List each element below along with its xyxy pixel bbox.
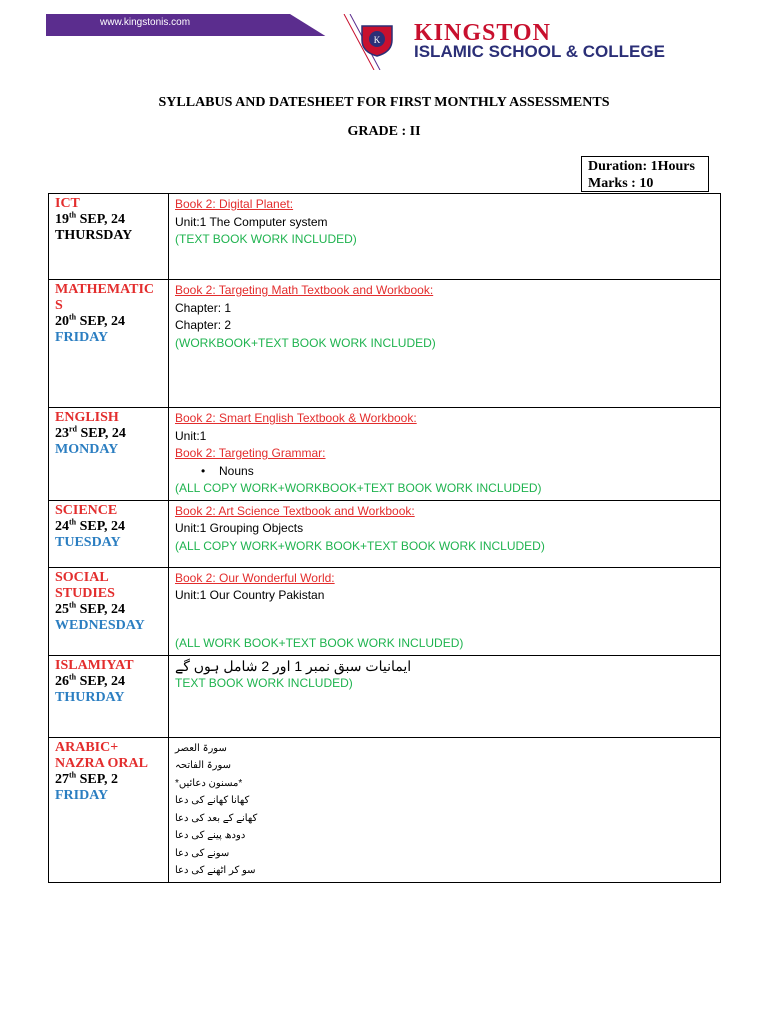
syllabus-cell <box>169 194 721 280</box>
arabic-item: دودھ پینے کی دعا <box>175 830 246 841</box>
subject-cell <box>49 280 169 408</box>
book-title: Book 2: Targeting Math Textbook and Workbook: <box>175 283 434 297</box>
exam-weekday: FRIDAY <box>55 787 109 803</box>
book-title: Book 2: Digital Planet: <box>175 197 294 211</box>
unit-item: Unit:1 Our Country Pakistan <box>175 588 325 602</box>
unit-item: Chapter: 1 <box>175 300 232 315</box>
table-row <box>49 500 721 567</box>
subject-name: ENGLISH <box>55 410 119 425</box>
page-title: SYLLABUS AND DATESHEET FOR FIRST MONTHLY ASSESSMENTS <box>158 95 610 110</box>
subject-name: ARABIC+ NAZRA ORAL <box>55 739 148 771</box>
subject-cell <box>49 655 169 737</box>
exam-date: 25th SEP, 24 <box>55 599 126 617</box>
exam-weekday: MONDAY <box>55 442 119 457</box>
exam-weekday: THURSDAY <box>55 228 133 243</box>
unit-item: Unit:1 Grouping Objects <box>175 521 304 535</box>
datesheet-table <box>48 193 721 883</box>
subject-cell <box>49 194 169 280</box>
work-note: (ALL COPY WORK+WORK BOOK+TEXT BOOK WORK INCLUDED) <box>175 538 545 553</box>
syllabus-cell <box>169 655 721 737</box>
duration-marks-box <box>581 156 709 192</box>
syllabus-cell <box>169 737 721 882</box>
work-note: (TEXT BOOK WORK INCLUDED) <box>175 232 357 246</box>
subject-name: SCIENCE <box>55 502 118 518</box>
exam-date: 19th SEP, 24 <box>55 210 126 227</box>
website-url[interactable]: www.kingstonis.com <box>100 17 191 28</box>
bullet-item: • Nouns <box>175 463 714 481</box>
urdu-syllabus: ایمانیات سبق نمبر 1 اور 2 شامل ہوں گے <box>175 657 412 674</box>
unit-item: Chapter: 2 <box>175 318 232 332</box>
table-row <box>49 567 721 655</box>
table-row <box>49 280 721 408</box>
syllabus-cell <box>169 408 721 501</box>
work-note: (WORKBOOK+TEXT BOOK WORK INCLUDED) <box>175 335 436 350</box>
svg-text:K: K <box>373 35 381 45</box>
subject-name: ICT <box>55 196 80 211</box>
exam-weekday: TUESDAY <box>55 534 121 550</box>
unit-item: Unit:1 The Computer system <box>175 214 328 229</box>
school-crest-icon <box>358 22 396 58</box>
table-row <box>49 194 721 280</box>
exam-weekday: FRIDAY <box>55 330 109 345</box>
exam-date: 24th SEP, 24 <box>55 516 126 534</box>
syllabus-cell <box>169 280 721 408</box>
exam-date: 27th SEP, 2 <box>55 769 119 787</box>
table-row <box>49 408 721 501</box>
subject-cell <box>49 737 169 882</box>
book-title: Book 2: Targeting Grammar: <box>175 446 326 460</box>
header-banner <box>0 0 768 76</box>
school-name: KINGSTON <box>414 20 551 46</box>
syllabus-cell <box>169 500 721 567</box>
subject-cell <box>49 500 169 567</box>
unit-item: Unit:1 <box>175 428 207 443</box>
exam-weekday: WEDNESDAY <box>55 617 145 633</box>
exam-date: 26th SEP, 24 <box>55 671 126 689</box>
subject-name: SOCIAL STUDIES <box>55 569 115 601</box>
work-note: TEXT BOOK WORK INCLUDED) <box>175 676 353 690</box>
school-subtitle: ISLAMIC SCHOOL & COLLEGE <box>414 42 665 61</box>
arabic-item: سونے کی دعا <box>175 847 230 859</box>
arabic-item: *مسنون دعائیں* <box>175 777 243 789</box>
exam-weekday: THURDAY <box>55 689 125 705</box>
duration-label: Duration: 1Hours <box>588 159 695 174</box>
work-note: (ALL COPY WORK+WORKBOOK+TEXT BOOK WORK INCLUDED) <box>175 481 542 495</box>
book-title: Book 2: Art Science Textbook and Workbook: <box>175 503 415 518</box>
book-title: Book 2: Smart English Textbook & Workbook: <box>175 411 417 425</box>
table-row <box>49 737 721 882</box>
grade-title: GRADE : II <box>347 124 421 139</box>
exam-date: 23rd SEP, 24 <box>55 424 126 441</box>
arabic-item: کھانے کے بعد کی دعا <box>175 812 258 824</box>
subject-cell <box>49 408 169 501</box>
arabic-item: سو کر اٹھنے کی دعا <box>175 865 256 876</box>
book-title: Book 2: Our Wonderful World: <box>175 570 335 585</box>
arabic-item: سورۃ العصر <box>175 742 227 754</box>
arabic-item: سورۃ الفاتحہ <box>175 760 232 771</box>
marks-label: Marks : 10 <box>588 176 654 191</box>
work-note: (ALL WORK BOOK+TEXT BOOK WORK INCLUDED) <box>175 636 464 650</box>
subject-cell <box>49 567 169 655</box>
arabic-item: کھانا کھانے کی دعا <box>175 795 250 806</box>
subject-name: MATHEMATIC S <box>55 282 155 313</box>
table-row <box>49 655 721 737</box>
exam-date: 20th SEP, 24 <box>55 312 126 329</box>
syllabus-cell <box>169 567 721 655</box>
subject-name: ISLAMIYAT <box>55 657 134 673</box>
